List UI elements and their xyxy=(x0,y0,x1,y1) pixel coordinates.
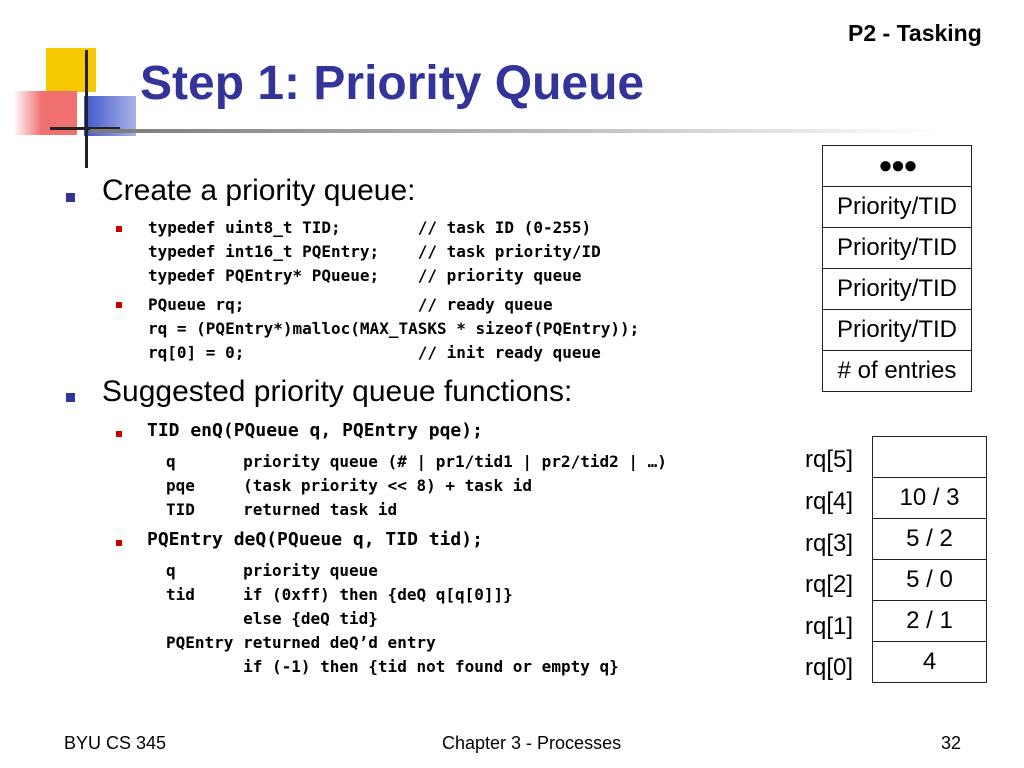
bullet-marker xyxy=(66,393,75,402)
code-line: typedef uint8_t TID; // task ID (0-255) xyxy=(148,218,592,237)
decor-vertical-line xyxy=(85,50,88,168)
rq-index-label: rq[1] xyxy=(805,613,854,640)
code-line: PQEntry returned deQ’d entry xyxy=(166,633,436,652)
code-block-typedefs xyxy=(148,216,601,288)
footer-course: BYU CS 345 xyxy=(64,733,167,753)
rq-index-label: rq[0] xyxy=(805,654,854,681)
ready-queue-example-table xyxy=(872,436,987,683)
table-cell: Priority/TID xyxy=(823,228,972,269)
sub-bullet-marker xyxy=(116,431,122,437)
footer-page-number: 32 xyxy=(941,733,962,753)
code-line: pqe (task priority << 8) + task id xyxy=(166,476,533,495)
table-cell: 5 / 0 xyxy=(873,560,987,601)
code-line: tid if (0xff) then {deQ q[q[0]]} xyxy=(166,585,513,604)
code-line: typedef int16_t PQEntry; // task priority/ID xyxy=(148,242,601,261)
code-line: typedef PQEntry* PQueue; // priority queue xyxy=(148,266,582,285)
function-signature-deq: PQEntry deQ(PQueue q, TID tid); xyxy=(147,529,483,550)
code-line: if (-1) then {tid not found or empty q} xyxy=(166,657,619,676)
code-line: q priority queue (# | pr1/tid1 | pr2/tid2 | …) xyxy=(166,452,667,471)
bullet-create-priority-queue: Create a priority queue: xyxy=(102,174,416,207)
table-cell: ●●● xyxy=(823,146,972,187)
table-cell: Priority/TID xyxy=(823,310,972,351)
rq-index-label: rq[5] xyxy=(805,446,854,473)
code-block-ready-queue xyxy=(148,293,639,365)
function-signature-enq: TID enQ(PQueue q, PQEntry pqe); xyxy=(147,420,483,441)
code-block-enq-params xyxy=(166,450,667,522)
priority-queue-structure-table xyxy=(822,145,972,392)
table-cell: 10 / 3 xyxy=(873,478,987,519)
bullet-marker xyxy=(66,193,75,202)
table-cell: 5 / 2 xyxy=(873,519,987,560)
table-cell: 2 / 1 xyxy=(873,601,987,642)
sub-bullet-marker xyxy=(116,302,122,308)
code-line: rq[0] = 0; // init ready queue xyxy=(148,343,601,362)
rq-index-label: rq[4] xyxy=(805,488,854,515)
rq-index-label: rq[3] xyxy=(805,530,854,557)
table-cell: # of entries xyxy=(823,351,972,392)
slide-title: Step 1: Priority Queue xyxy=(140,57,645,110)
table-cell: Priority/TID xyxy=(823,187,972,228)
section-tag: P2 - Tasking xyxy=(848,20,982,46)
sub-bullet-marker xyxy=(116,540,122,546)
title-divider xyxy=(90,129,940,133)
code-block-deq-params xyxy=(166,559,619,679)
code-line: TID returned task id xyxy=(166,500,398,519)
code-line: PQueue rq; // ready queue xyxy=(148,295,553,314)
bullet-suggested-functions: Suggested priority queue functions: xyxy=(102,375,573,408)
table-cell: 4 xyxy=(873,642,987,683)
table-cell: Priority/TID xyxy=(823,269,972,310)
code-line: q priority queue xyxy=(166,561,378,580)
footer-chapter: Chapter 3 - Processes xyxy=(442,733,622,753)
rq-index-label: rq[2] xyxy=(805,571,854,598)
table-cell xyxy=(873,437,987,478)
code-line: rq = (PQEntry*)malloc(MAX_TASKS * sizeof(PQEntry)); xyxy=(148,319,640,338)
decor-yellow-square xyxy=(46,48,96,92)
sub-bullet-marker xyxy=(116,226,122,232)
code-line: else {deQ tid} xyxy=(166,609,378,628)
